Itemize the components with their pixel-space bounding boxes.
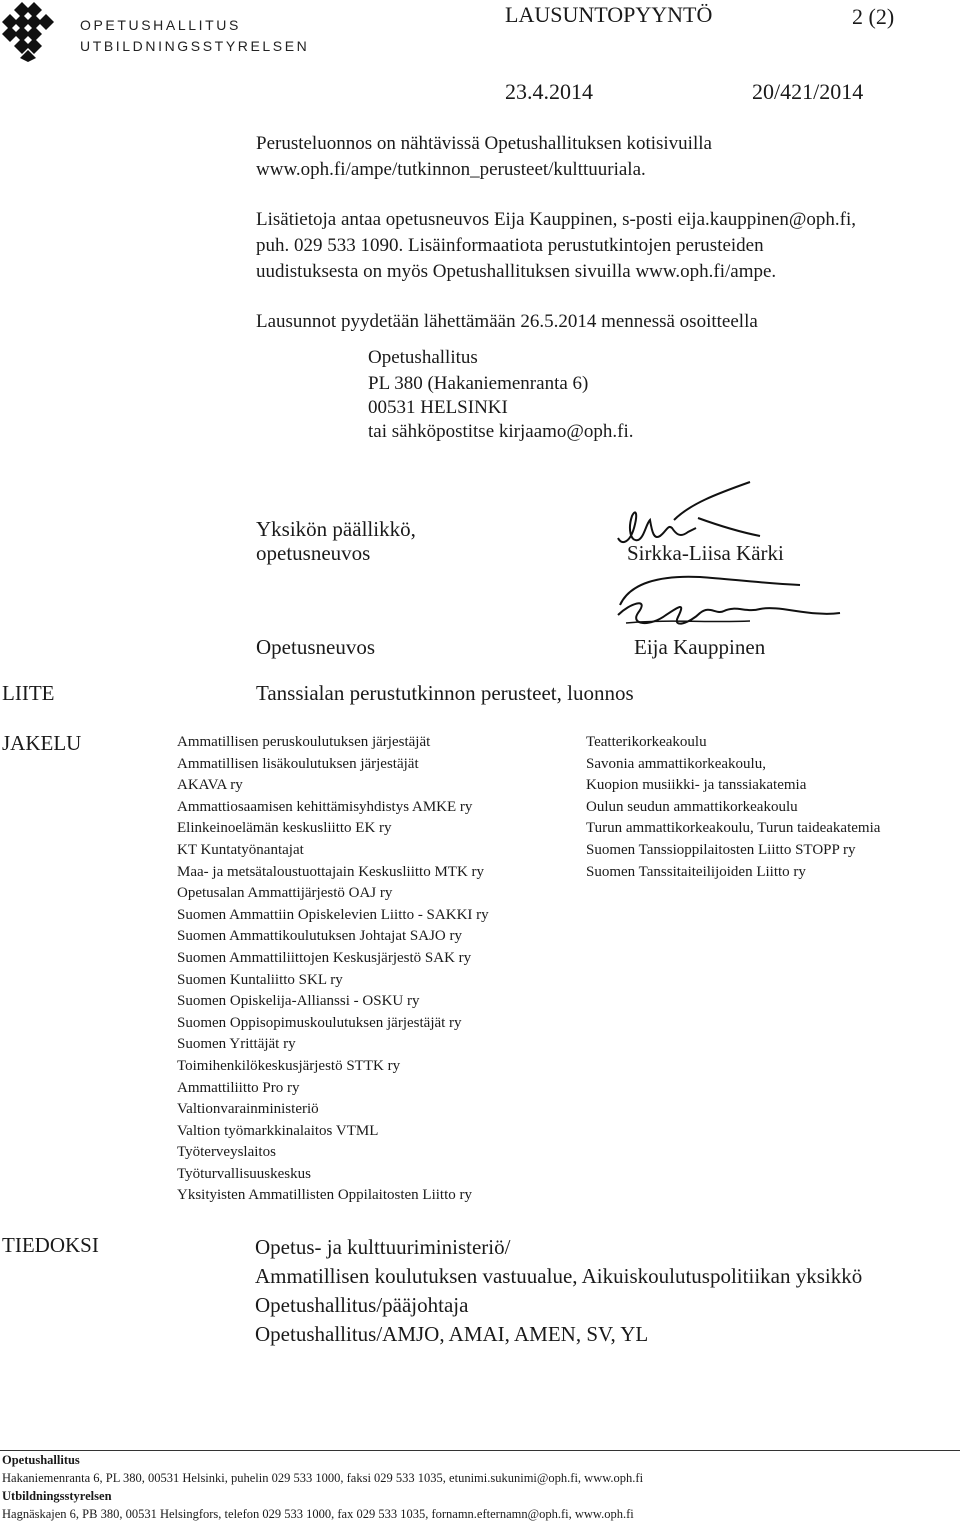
list-item: Ammatillisen peruskoulutuksen järjestäjät bbox=[177, 734, 431, 750]
list-item: Opetus- ja kulttuuriministeriö/ bbox=[255, 1235, 511, 1259]
list-item: Toimihenkilökeskusjärjestö STTK ry bbox=[177, 1057, 401, 1074]
list-item: Opetushallitus/AMJO, AMAI, AMEN, SV, YL bbox=[255, 1322, 649, 1346]
paragraph-1-line-1: Perusteluonnos on nähtävissä Opetushallituksen kotisivuilla bbox=[256, 133, 712, 154]
footer-address-sv: Hagnäskajen 6, PB 380, 00531 Helsingfors, telefon 029 533 1000, fax 029 533 1035, fornamn.efternamn@oph.fi, www.oph.fi bbox=[2, 1507, 634, 1521]
address-email: tai sähköpostitse kirjaamo@oph.fi. bbox=[368, 421, 634, 442]
list-item: Opetusalan Ammattijärjestö OAJ ry bbox=[177, 885, 393, 902]
tiedoksi-label: TIEDOKSI bbox=[2, 1233, 99, 1257]
address-line-3: 00531 HELSINKI bbox=[368, 397, 508, 418]
paragraph-2-line-1: Lisätietoja antaa opetusneuvos Eija Kauppinen, s-posti eija.kauppinen@oph.fi, bbox=[256, 209, 857, 230]
list-item: Savonia ammattikorkeakoulu, bbox=[586, 755, 766, 772]
jakelu-list-2 bbox=[586, 732, 880, 883]
list-item: Ammatillisen koulutuksen vastuualue, Aikuiskoulutuspolitiikan yksikkö bbox=[255, 1264, 863, 1288]
paragraph-2-line-3: uudistuksesta on myös Opetushallituksen sivuilla www.oph.fi/ampe. bbox=[256, 261, 777, 282]
list-item: Ammattiliitto Pro ry bbox=[177, 1079, 300, 1096]
document-type: LAUSUNTOPYYNTÖ bbox=[505, 2, 713, 27]
signer-1-name: Sirkka-Liisa Kärki bbox=[627, 541, 784, 565]
list-item: Suomen Kuntaliitto SKL ry bbox=[177, 971, 343, 988]
document-date: 23.4.2014 bbox=[505, 79, 593, 104]
oph-logo-icon bbox=[2, 2, 66, 62]
list-item: Maa- ja metsätaloustuottajain Keskusliitto MTK ry bbox=[177, 863, 485, 880]
signer-1-title-line-1: Yksikön päällikkö, bbox=[256, 517, 416, 541]
paragraph-2-line-2: puh. 029 533 1090. Lisäinformaatiota perustutkintojen perusteiden bbox=[256, 235, 764, 256]
document-reference: 20/421/2014 bbox=[752, 79, 864, 104]
list-item: Työterveyslaitos bbox=[177, 1144, 276, 1161]
signature-2-icon bbox=[590, 565, 880, 645]
list-item: Oulun seudun ammattikorkeakoulu bbox=[586, 798, 798, 815]
signer-1-title-line-2: opetusneuvos bbox=[256, 541, 371, 565]
liite-text: Tanssialan perustutkinnon perusteet, luonnos bbox=[256, 681, 634, 705]
list-item: Työturvallisuuskeskus bbox=[177, 1165, 311, 1182]
list-item: Elinkeinoelämän keskusliitto EK ry bbox=[177, 820, 392, 837]
footer-org-fi: Opetushallitus bbox=[2, 1453, 80, 1467]
tiedoksi-list bbox=[255, 1233, 862, 1349]
list-item: KT Kuntatyönantajat bbox=[177, 841, 304, 858]
draft-url-link[interactable]: www.oph.fi/ampe/tutkinnon_perusteet/kulttuuriala. bbox=[256, 159, 646, 180]
list-item: Suomen Ammattiin Opiskelevien Liitto - SAKKI ry bbox=[177, 906, 489, 923]
list-item: Yksityisten Ammatillisten Oppilaitosten Liitto ry bbox=[177, 1187, 472, 1204]
jakelu-label: JAKELU bbox=[2, 731, 82, 755]
list-item: Valtion työmarkkinalaitos VTML bbox=[177, 1122, 379, 1139]
page-number: 2 (2) bbox=[852, 4, 895, 29]
jakelu-list-1 bbox=[177, 732, 489, 1207]
org-name-sv: UTBILDNINGSSTYRELSEN bbox=[80, 38, 310, 54]
list-item: Ammatillisen lisäkoulutuksen järjestäjät bbox=[177, 755, 419, 772]
list-item: Turun ammattikorkeakoulu, Turun taideakatemia bbox=[586, 820, 881, 837]
address-line-2: PL 380 (Hakaniemenranta 6) bbox=[368, 373, 589, 394]
list-item: Valtionvarainministeriö bbox=[177, 1101, 319, 1118]
liite-label: LIITE bbox=[2, 681, 55, 705]
list-item: Suomen Ammattiliittojen Keskusjärjestö SAK ry bbox=[177, 949, 472, 966]
list-item: Suomen Tanssitaiteilijoiden Liitto ry bbox=[586, 863, 806, 880]
list-item: Suomen Tanssioppilaitosten Liitto STOPP ry bbox=[586, 841, 856, 858]
list-item: Kuopion musiikki- ja tanssiakatemia bbox=[586, 777, 807, 794]
signer-2-title: Opetusneuvos bbox=[256, 635, 375, 659]
footer-address-fi: Hakaniemenranta 6, PL 380, 00531 Helsinki, puhelin 029 533 1000, faksi 029 533 1035, etunimi.sukunimi@oph.fi, www.oph.fi bbox=[2, 1471, 644, 1485]
list-item: Suomen Yrittäjät ry bbox=[177, 1036, 296, 1053]
list-item: Suomen Oppisopimuskoulutuksen järjestäjät ry bbox=[177, 1014, 462, 1031]
list-item: Opetushallitus/pääjohtaja bbox=[255, 1293, 469, 1317]
signer-2-name: Eija Kauppinen bbox=[634, 635, 766, 659]
list-item: Ammattiosaamisen kehittämisyhdistys AMKE ry bbox=[177, 798, 473, 815]
address-line-1: Opetushallitus bbox=[368, 347, 478, 368]
paragraph-3: Lausunnot pyydetään lähettämään 26.5.2014 mennessä osoitteella bbox=[256, 311, 758, 332]
footer-org-sv: Utbildningsstyrelsen bbox=[2, 1489, 112, 1503]
list-item: Teatterikorkeakoulu bbox=[586, 734, 707, 750]
footer-divider bbox=[0, 1450, 960, 1451]
list-item: Suomen Ammattikoulutuksen Johtajat SAJO ry bbox=[177, 928, 462, 945]
list-item: Suomen Opiskelija-Allianssi - OSKU ry bbox=[177, 993, 420, 1010]
list-item: AKAVA ry bbox=[177, 777, 243, 794]
org-name-fi: OPETUSHALLITUS bbox=[80, 17, 241, 33]
